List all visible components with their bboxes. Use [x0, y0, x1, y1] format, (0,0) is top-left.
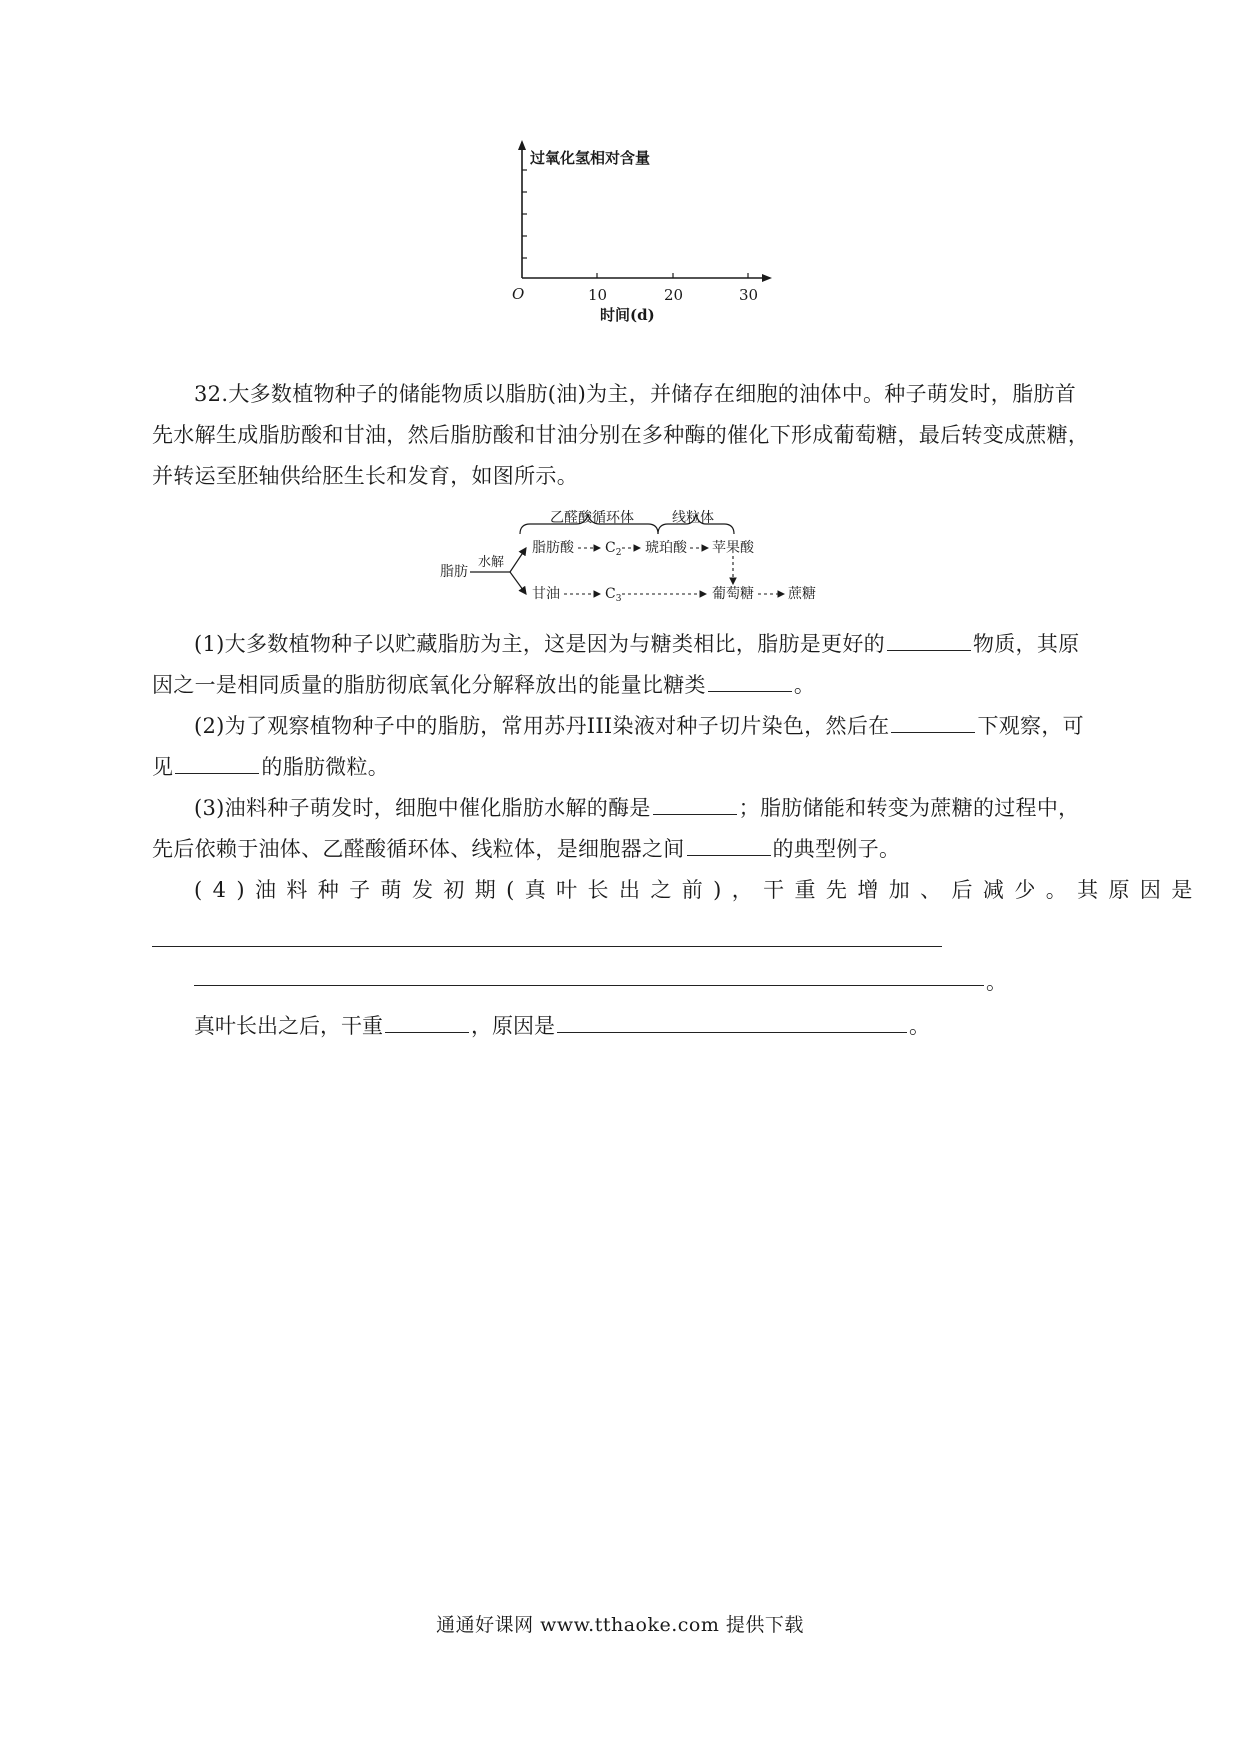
- q1-line-2: 因之一是相同质量的脂肪彻底氧化分解释放出的能量比糖类 。: [152, 673, 816, 697]
- answer-blank[interactable]: [887, 630, 971, 651]
- mitochondria-label: 线粒体: [672, 510, 714, 526]
- x-tick-label: 20: [664, 286, 684, 304]
- answer-blank[interactable]: [385, 1012, 469, 1033]
- intro-line: 大多数植物种子的储能物质以脂肪(油)为主，并储存在细胞的油体中。种子萌发时，脂肪首: [228, 382, 1076, 406]
- hydrolysis-label: 水解: [478, 555, 505, 570]
- q2-line-1: (2)为了观察植物种子中的脂肪，常用苏丹III染液对种子切片染色，然后在 下观察，可: [194, 714, 1084, 738]
- answer-line[interactable]: [152, 946, 942, 947]
- question-32-subquestions: [152, 624, 1203, 911]
- question-number: 32.: [194, 382, 229, 406]
- c2-label: $C_2$: [605, 540, 622, 558]
- empty-graph: [500, 140, 790, 330]
- glyoxysome-label: 乙醛酸循环体: [550, 510, 634, 526]
- answer-blank[interactable]: [175, 753, 259, 774]
- succinic-acid-label: 琥珀酸: [645, 540, 687, 556]
- intro-line: 先水解生成脂肪酸和甘油，然后脂肪酸和甘油分别在多种酶的催化下形成葡萄糖，最后转变成蔗糖，: [152, 423, 1090, 447]
- answer-blank[interactable]: [653, 794, 737, 815]
- malic-acid-label: 苹果酸: [712, 540, 754, 556]
- x-axis-arrow: [762, 274, 772, 282]
- origin-label: O: [512, 285, 525, 303]
- x-tick-label: 30: [739, 286, 759, 304]
- answer-blank[interactable]: [557, 1012, 907, 1033]
- q1-line-1: (1)大多数植物种子以贮藏脂肪为主，这是因为与糖类相比，脂肪是更好的 物质，其原: [194, 632, 1080, 656]
- answer-blank[interactable]: [708, 671, 792, 692]
- fat-conversion-pathway-diagram: [440, 508, 860, 604]
- glycerol-label: 甘油: [532, 586, 560, 602]
- intro-line: 并转运至胚轴供给胚生长和发育，如图所示。: [152, 464, 578, 488]
- fat-label: 脂肪: [440, 564, 468, 580]
- glucose-label: 葡萄糖: [712, 586, 754, 602]
- answer-blank[interactable]: [687, 835, 771, 856]
- q3-line-1: (3)油料种子萌发时，细胞中催化脂肪水解的酶是 ；脂肪储能和转变为蔗糖的过程中，: [194, 796, 1080, 820]
- answer-line[interactable]: [194, 985, 984, 986]
- q3-line-2: 先后依赖于油体、乙醛酸循环体、线粒体，是细胞器之间 的典型例子。: [152, 837, 901, 861]
- c3-label: $C_3$: [605, 586, 622, 604]
- x-axis-label: 时间(d): [600, 306, 655, 324]
- sucrose-label: 蔗糖: [788, 586, 816, 602]
- page-footer: 通通好课网 www.tthaoke.com 提供下载: [436, 1614, 804, 1636]
- q4-line-1: (4)油料种子萌发初期(真叶长出之前)，干重先增加、后减少。其原因是: [194, 878, 1203, 902]
- fatty-acid-label: 脂肪酸: [532, 540, 574, 556]
- y-axis-arrow: [518, 140, 526, 150]
- question-32-intro: [152, 374, 1102, 497]
- q4-line-after: 真叶长出之后，干重 ，原因是 。: [194, 1014, 930, 1038]
- sentence-end: 。: [986, 970, 1007, 994]
- y-axis-label: 过氧化氢相对含量: [530, 149, 651, 167]
- answer-blank[interactable]: [891, 712, 975, 733]
- q2-line-2: 见 的脂肪微粒。: [152, 755, 390, 779]
- x-tick-label: 10: [588, 286, 608, 304]
